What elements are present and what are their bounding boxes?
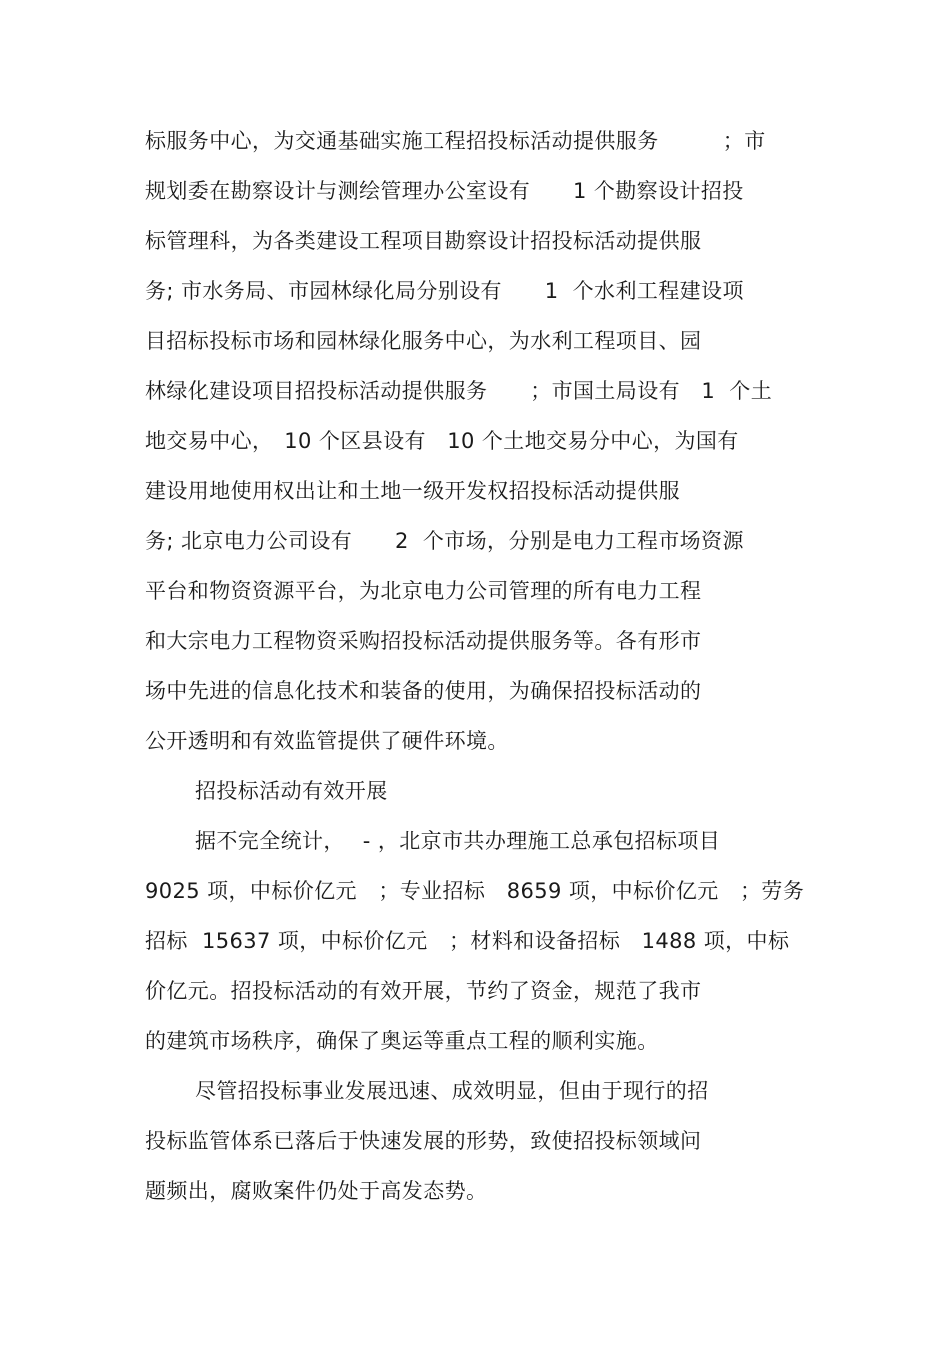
- text-line: 投标监管体系已落后于快速发展的形势，致使招投标领域问: [145, 1129, 702, 1153]
- text-line: 建设用地使用权出让和土地一级开发权招投标活动提供服: [145, 479, 680, 503]
- section-heading: 招投标活动有效开展: [195, 779, 388, 803]
- text-line: 规划委在勘察设计与测绘管理办公室设有 1 个勘察设计招投: [145, 179, 744, 203]
- text-line: 9025 项，中标价亿元 ；专业招标 8659 项，中标价亿元 ；劳务: [145, 879, 805, 903]
- text-line: 标管理科，为各类建设工程项目勘察设计招投标活动提供服: [145, 229, 702, 253]
- text-line: 平台和物资资源平台，为北京电力公司管理的所有电力工程: [145, 579, 702, 603]
- text-line: 公开透明和有效监管提供了硬件环境。: [145, 729, 509, 753]
- text-line: 目招标投标市场和园林绿化服务中心，为水利工程项目、园: [145, 329, 702, 353]
- text-line: 务; 北京电力公司设有 2 个市场，分别是电力工程市场资源: [145, 529, 744, 553]
- text-line: 务; 市水务局、市园林绿化局分别设有 1 个水利工程建设项: [145, 279, 744, 303]
- text-line: 题频出，腐败案件仍处于高发态势。: [145, 1179, 488, 1203]
- text-line: 地交易中心， 10 个区县设有 10 个土地交易分中心，为国有: [145, 429, 739, 453]
- text-line: 价亿元。招投标活动的有效开展，节约了资金，规范了我市: [145, 979, 702, 1003]
- text-line: 场中先进的信息化技术和装备的使用，为确保招投标活动的: [145, 679, 702, 703]
- text-line: 标服务中心，为交通基础实施工程招投标活动提供服务 ；市: [145, 129, 766, 153]
- text-line: 的建筑市场秩序，确保了奥运等重点工程的顺利实施。: [145, 1029, 659, 1053]
- text-line: 尽管招投标事业发展迅速、成效明显，但由于现行的招: [195, 1079, 709, 1103]
- text-line: 和大宗电力工程物资采购招投标活动提供服务等。各有形市: [145, 629, 702, 653]
- text-line: 据不完全统计， - ，北京市共办理施工总承包招标项目: [195, 829, 721, 853]
- text-line: 林绿化建设项目招投标活动提供服务 ；市国土局设有 1 个土: [145, 379, 773, 403]
- text-line: 招标 15637 项，中标价亿元 ；材料和设备招标 1488 项，中标: [145, 929, 790, 953]
